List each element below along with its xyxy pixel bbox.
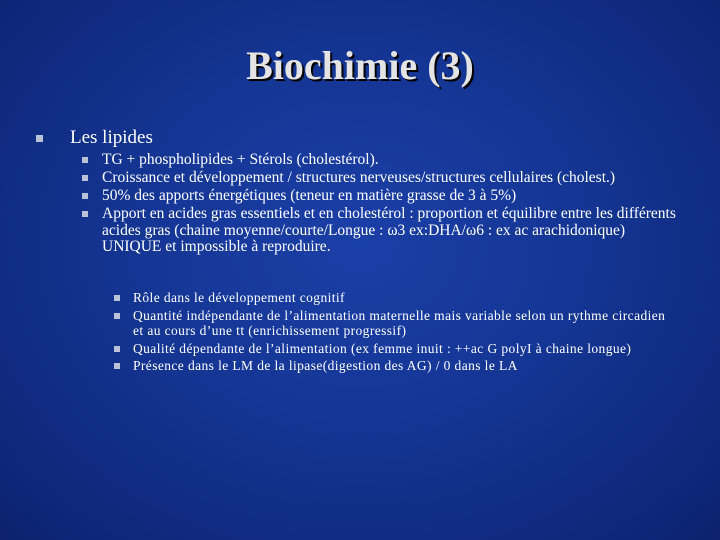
list-item — [32, 127, 692, 149]
square-bullet-icon — [114, 363, 120, 369]
list-item-text: Rôle dans le développement cognitif — [133, 290, 345, 305]
list-item — [78, 206, 678, 256]
square-bullet-icon — [82, 211, 88, 217]
list-item-text: 50% des apports énergétiques (teneur en matière grasse de 3 à 5%) — [102, 187, 517, 204]
list-item-text: Apport en acides gras essentiels et en cholestérol : proportion et équilibre entre les différents acides gras (chaine moyenne/courte/Longue : ω3 ex:DHA/ω6 : ex ac arachidonique) UNIQUE et impossible à reproduire. — [102, 205, 676, 255]
list-item — [112, 358, 672, 374]
square-bullet-icon — [36, 135, 43, 142]
square-bullet-icon — [114, 313, 120, 319]
list-item — [78, 188, 678, 205]
list-item-text: Qualité dépendante de l’alimentation (ex femme inuit : ++ac G polyI à chaine longue) — [133, 340, 632, 356]
list-item-text: TG + phospholipides + Stérols (cholestérol). — [102, 151, 379, 168]
square-bullet-icon — [114, 295, 120, 301]
list-item-text: Quantité indépendante de l’alimentation maternelle mais variable selon un rythme circadien et au cours d’une tt (enrichissement progressif) — [133, 307, 666, 338]
slide-title: Biochimie (3) — [246, 43, 474, 88]
square-bullet-icon — [82, 157, 88, 163]
square-bullet-icon — [114, 346, 120, 352]
list-item — [112, 290, 672, 306]
bullet-list-level1 — [32, 127, 692, 149]
list-item — [78, 152, 678, 169]
list-item — [112, 308, 672, 339]
square-bullet-icon — [82, 193, 88, 199]
list-item — [112, 341, 672, 357]
list-item — [78, 170, 678, 187]
list-item-text: Croissance et développement / structures nerveuses/structures cellulaires (cholest.) — [102, 169, 616, 186]
list-item-text: Présence dans le LM de la lipase(digestion des AG) / 0 dans le LA — [133, 358, 518, 373]
bullet-list-level3 — [112, 290, 672, 376]
square-bullet-icon — [82, 175, 88, 181]
bullet-list-level2 — [78, 152, 678, 257]
list-item-text: Les lipides — [70, 127, 153, 148]
